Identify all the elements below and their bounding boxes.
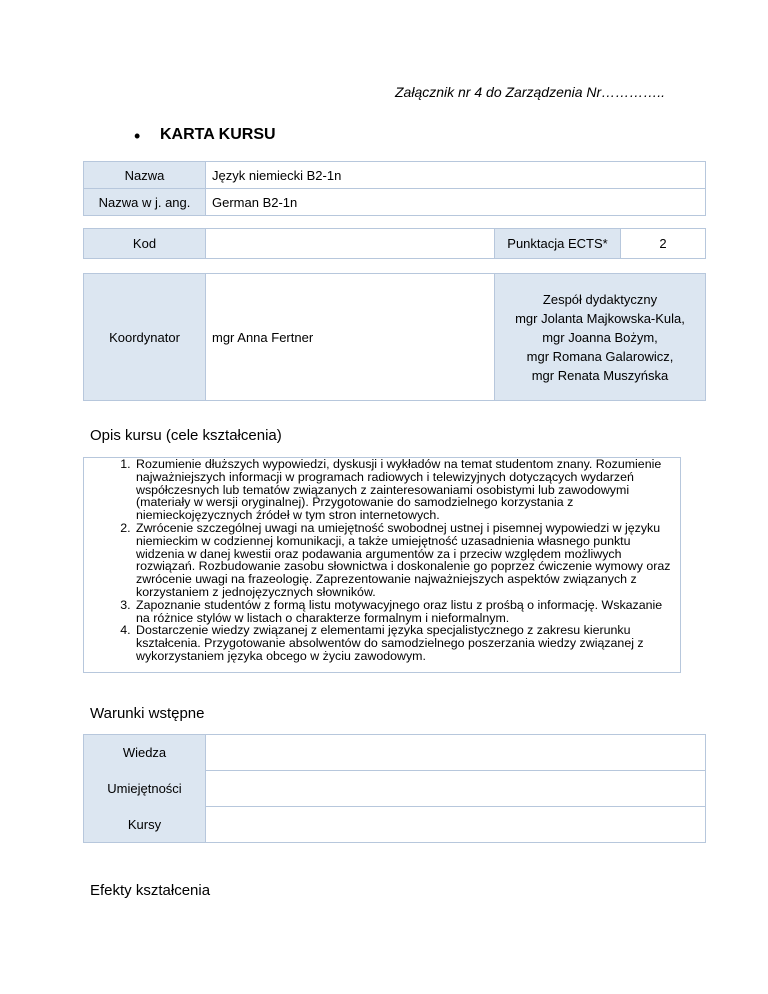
prerequisite-label-courses: Kursy [84,807,206,843]
ects-label: Punktacja ECTS* [495,229,621,259]
description-item: 2. Zwrócenie szczególnej uwagi na umiejętność swobodnej ustnej i pisemnej wypowiedzi w języku niemieckim w codziennej komunikacji, a także umiejętność uzasadnienia własnego punktu widzenia w danej kwestii oraz podawania argumentów za i przeciw względem możliwych rozwiązań. Rozbudowanie zasobu słownictwa i doskonalenie go poprzez ćwiczenie wymowy oraz zwrócenie uwagi na frazeologię. Zaprezentowanie najważniejszych aspektów związanych z korzystaniem z jednojęzycznych słowników. [134,522,672,599]
prerequisite-label-skills: Umiejętności [84,771,206,807]
prerequisite-row [84,807,706,843]
annex-reference: Załącznik nr 4 do Zarządzenia Nr………….. [395,84,665,100]
coordinator-value: mgr Anna Fertner [206,274,495,401]
description-item: 4. Dostarczenie wiedzy związanej z elementami języka specjalistycznego z zakresu kierunku kształcenia. Przygotowanie absolwentów do samodzielnego poszerzania wiedzy związanej z wykorzystaniem języka obcego w życiu zawodowym. [134,624,672,662]
teaching-team-member: mgr Joanna Bożym, [542,329,658,345]
bullet-icon: • [134,126,141,146]
teaching-team-member: mgr Renata Muszyńska [531,367,669,383]
teaching-team-heading: Zespół dydaktyczny [542,291,658,307]
outcomes-heading: Efekty kształcenia [90,882,211,899]
teaching-team-member: mgr Jolanta Majkowska-Kula, [515,310,685,326]
prerequisite-value-courses [206,807,706,843]
ects-value: 2 [621,229,706,259]
coordinator-table [83,273,706,401]
teaching-team [495,274,706,401]
prerequisite-value-knowledge [206,735,706,771]
coordinator-row [84,274,706,401]
code-value [206,229,495,259]
prerequisites-table [83,734,706,843]
code-ects-table [83,228,706,259]
prerequisite-value-skills [206,771,706,807]
coordinator-label: Koordynator [84,274,206,401]
course-name-value: Język niemiecki B2-1n [206,162,706,189]
description-item: 1. Rozumienie dłuższych wypowiedzi, dyskusji i wykładów na temat studentom znany. Rozumienie najważniejszych informacji w programach radiowych i telewizyjnych dotyczących wydarzeń współczesnych lub tematów związanych z zainteresowaniami osobistymi lub zawodowymi (materiały w wersji oryginalnej). Przygotowanie do samodzielnego korzystania z niemieckojęzycznych źródeł w tym stron internetowych. [134,458,672,522]
prerequisites-heading: Warunki wstępne [90,705,205,722]
description-heading: Opis kursu (cele kształcenia) [90,427,282,444]
prerequisite-row [84,771,706,807]
course-name-label: Nazwa [84,162,206,189]
course-name-table [83,161,706,216]
page-title: KARTA KURSU [160,126,276,143]
course-name-en-row [84,189,706,216]
description-box [83,457,681,673]
code-label: Kod [84,229,206,259]
course-name-en-value: German B2-1n [206,189,706,216]
code-ects-row [84,229,706,259]
description-item: 3. Zapoznanie studentów z formą listu motywacyjnego oraz listu z prośbą o informację. Wskazanie na różnice stylów w listach o charakterze formalnym i nieformalnym. [134,599,672,625]
prerequisite-row [84,735,706,771]
course-name-row [84,162,706,189]
description-list [84,458,680,663]
teaching-team-member: mgr Romana Galarowicz, [526,348,674,364]
course-name-en-label: Nazwa w j. ang. [84,189,206,216]
prerequisite-label-knowledge: Wiedza [84,735,206,771]
